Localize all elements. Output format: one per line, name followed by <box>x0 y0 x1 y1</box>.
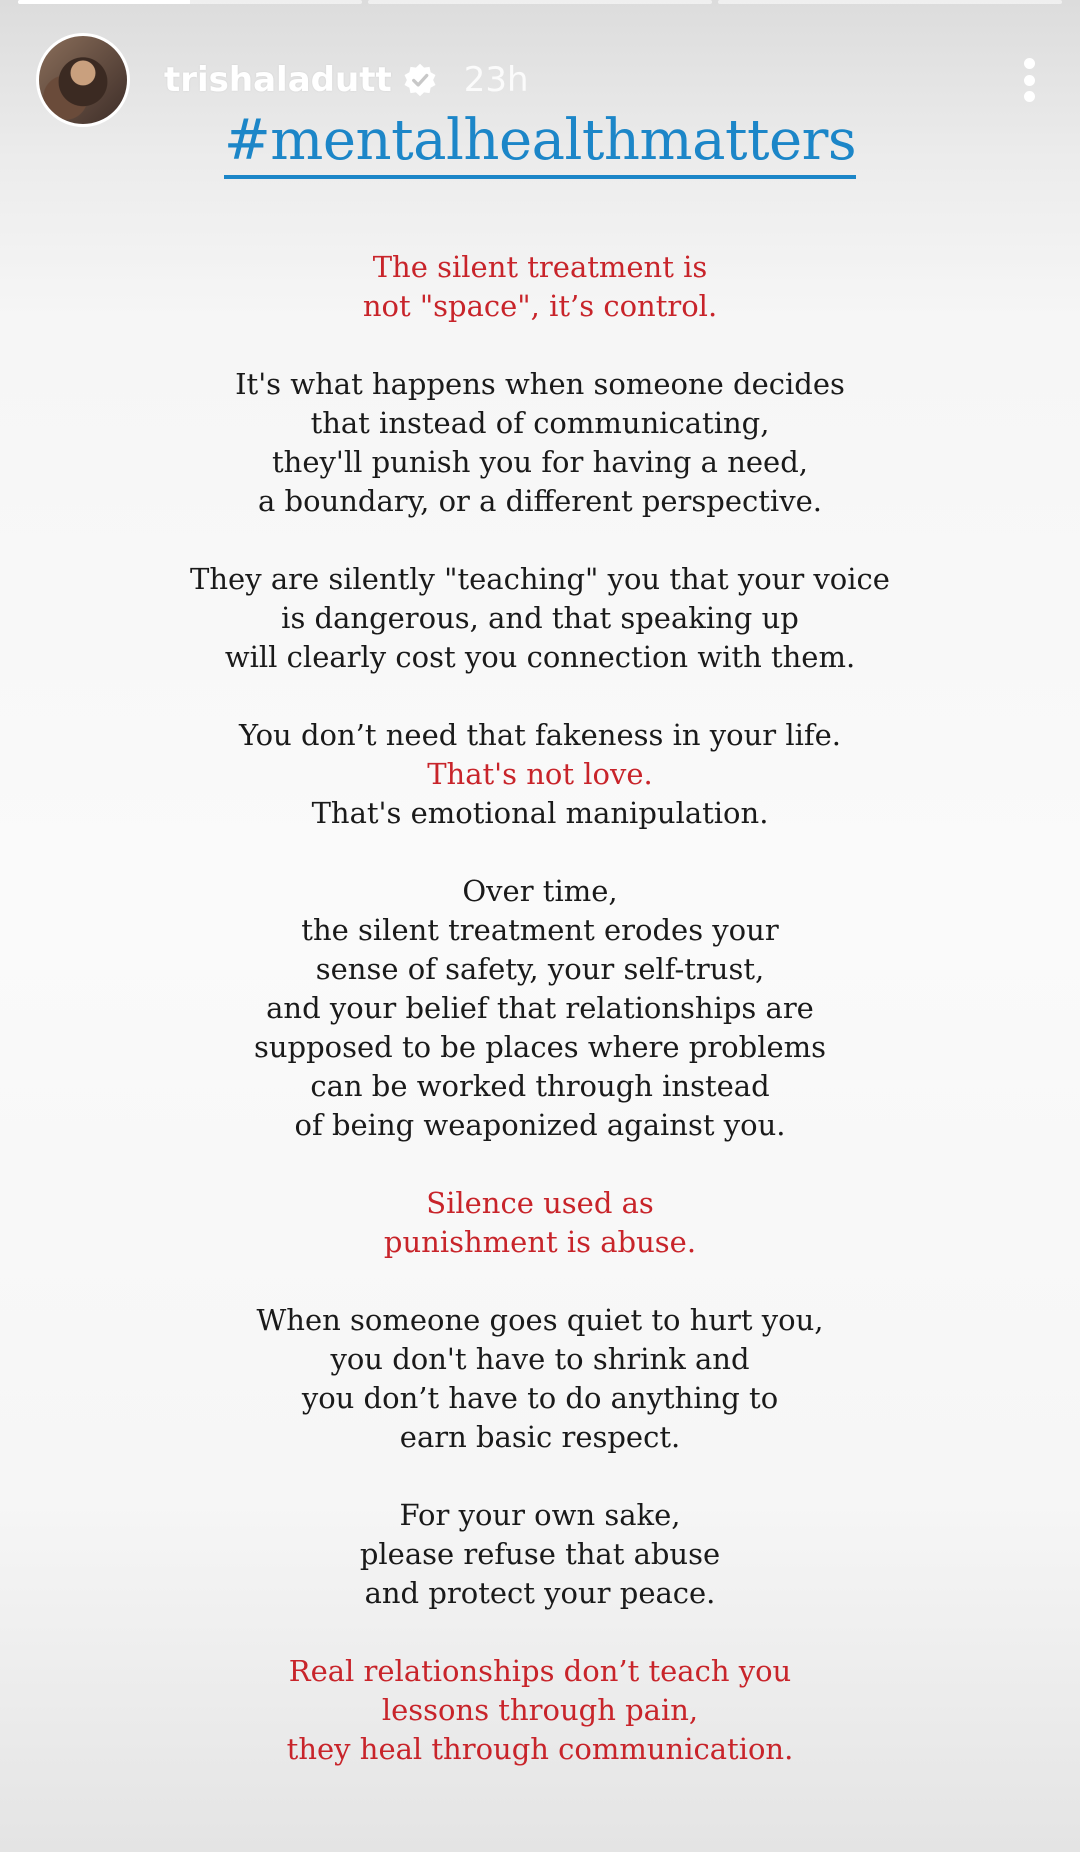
text-line: they'll punish you for having a need, <box>272 445 808 479</box>
text-line: That's emotional manipulation. <box>311 796 769 830</box>
text-line: For your own sake, <box>399 1498 681 1532</box>
emphasis-text-line: punishment is abuse. <box>383 1225 697 1259</box>
text-line: and protect your peace. <box>364 1576 716 1610</box>
stanza <box>0 1652 1080 1769</box>
emphasis-text-line: lessons through pain, <box>381 1693 699 1727</box>
text-line: and your belief that relationships are <box>266 991 814 1025</box>
verified-badge-icon <box>402 62 438 98</box>
text-line: that instead of communicating, <box>310 406 770 440</box>
text-line: you don’t have to do anything to <box>301 1381 779 1415</box>
emphasis-text-line: not "space", it’s control. <box>362 289 718 323</box>
stanza <box>0 1496 1080 1613</box>
progress-segment <box>718 0 1062 4</box>
stanza <box>0 248 1080 326</box>
progress-segment <box>18 0 362 4</box>
emphasis-text-line: they heal through communication. <box>286 1732 794 1766</box>
text-line: is dangerous, and that speaking up <box>281 601 799 635</box>
stanza <box>0 716 1080 833</box>
text-line: earn basic respect. <box>399 1420 681 1454</box>
hashtag-link[interactable]: #mentalhealthmatters <box>224 108 856 179</box>
text-line: can be worked through instead <box>310 1069 770 1103</box>
emphasis-text-line: Real relationships don’t teach you <box>288 1654 792 1688</box>
progress-fill <box>18 0 190 4</box>
emphasis-text-line: That's not love. <box>427 757 653 791</box>
username[interactable]: trishaladutt <box>164 60 392 100</box>
emphasis-text-line: Silence used as <box>426 1186 654 1220</box>
post-timestamp: 23h <box>463 60 529 100</box>
text-line: will clearly cost you connection with them. <box>224 640 856 674</box>
text-line: a boundary, or a different perspective. <box>258 484 822 518</box>
hashtag-heading <box>0 108 1080 179</box>
more-vertical-icon <box>1024 58 1035 69</box>
stanza <box>0 872 1080 1145</box>
progress-segment <box>368 0 712 4</box>
text-line: the silent treatment erodes your <box>301 913 779 947</box>
text-line: When someone goes quiet to hurt you, <box>256 1303 824 1337</box>
text-line: Over time, <box>462 874 618 908</box>
stanza <box>0 1184 1080 1262</box>
text-line: please refuse that abuse <box>359 1537 721 1571</box>
stanza <box>0 365 1080 521</box>
text-line: They are silently "teaching" you that your voice <box>190 562 890 596</box>
story-progress-bar <box>18 0 1062 6</box>
story-text-body <box>0 248 1080 1808</box>
emphasis-text-line: The silent treatment is <box>372 250 708 284</box>
stanza <box>0 560 1080 677</box>
text-line: sense of safety, your self-trust, <box>315 952 765 986</box>
text-line: you don't have to shrink and <box>330 1342 750 1376</box>
text-line: It's what happens when someone decides <box>235 367 845 401</box>
text-line: You don’t need that fakeness in your life. <box>238 718 842 752</box>
text-line: of being weaponized against you. <box>294 1108 786 1142</box>
more-options-button[interactable] <box>1014 52 1044 108</box>
stanza <box>0 1301 1080 1457</box>
text-line: supposed to be places where problems <box>253 1030 827 1064</box>
